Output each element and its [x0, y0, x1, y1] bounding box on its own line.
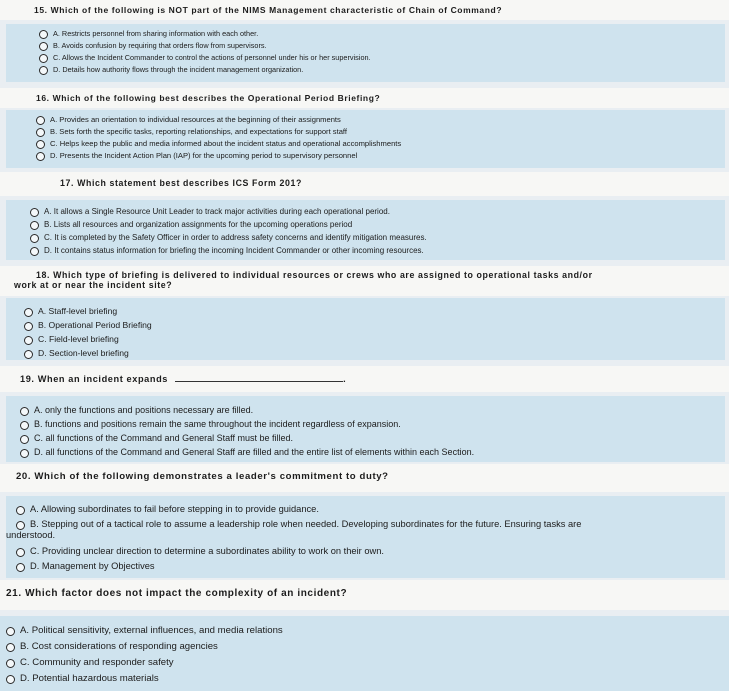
option-18a-label: A. Staff-level briefing — [38, 306, 118, 316]
option-16c-label: C. Helps keep the public and media informed about the incident status and operational accomplishments — [50, 139, 402, 148]
question-18-options — [6, 298, 725, 360]
option-19b-label: B. functions and positions remain the same throughout the incident regardless of expansion. — [34, 419, 401, 429]
option-21b-label: B. Cost considerations of responding agencies — [20, 641, 218, 652]
option-16b-label: B. Sets forth the specific tasks, reporting relationships, and expectations for support staff — [50, 127, 348, 136]
radio-18a[interactable] — [24, 308, 33, 317]
question-20-title: 20. Which of the following demonstrates a leader's commitment to duty? — [16, 471, 389, 482]
radio-16d[interactable] — [36, 152, 45, 161]
radio-15d[interactable] — [39, 66, 48, 75]
radio-18b[interactable] — [24, 322, 33, 331]
option-20b-label-line2: understood. — [6, 530, 56, 540]
radio-18c[interactable] — [24, 336, 33, 345]
option-21c-label: C. Community and responder safety — [20, 657, 174, 668]
option-15c-label: C. Allows the Incident Commander to control the actions of personnel under his or her supervision. — [53, 53, 371, 62]
option-19a-label: A. only the functions and positions necessary are filled. — [34, 405, 254, 415]
question-19-title-text: 19. When an incident expands — [20, 374, 169, 384]
question-21-options — [0, 616, 729, 691]
option-16a-label: A. Provides an orientation to individual resources at the beginning of their assignments — [50, 115, 341, 124]
question-17-title-bar — [0, 172, 729, 196]
question-19-title-end: . — [343, 374, 347, 384]
radio-16a[interactable] — [36, 116, 45, 125]
radio-15c[interactable] — [39, 54, 48, 63]
radio-17c[interactable] — [30, 234, 39, 243]
radio-21a[interactable] — [6, 627, 15, 636]
radio-17b[interactable] — [30, 221, 39, 230]
question-19-options — [6, 396, 725, 462]
option-15d-label: D. Details how authority flows through the incident management organization. — [53, 65, 304, 74]
question-15-title-bar — [0, 0, 729, 20]
question-18-title-line1: 18. Which type of briefing is delivered to individual resources or crews who are assigned to operational tasks and/or — [36, 270, 593, 280]
radio-16c[interactable] — [36, 140, 45, 149]
option-20a-label: A. Allowing subordinates to fail before stepping in to provide guidance. — [30, 504, 319, 514]
radio-19a[interactable] — [20, 407, 29, 416]
question-15-options — [6, 24, 725, 82]
option-17d-label: D. It contains status information for briefing the incoming Incident Commander or other incoming resources. — [44, 246, 424, 255]
radio-16b[interactable] — [36, 128, 45, 137]
option-20b-label: B. Stepping out of a tactical role to assume a leadership role when needed. Developing subordinates for the future. Ensuring tasks are — [30, 519, 582, 529]
question-15 — [0, 0, 729, 90]
radio-15a[interactable] — [39, 30, 48, 39]
question-16 — [0, 88, 729, 174]
question-20-title-bar — [0, 464, 729, 492]
radio-17a[interactable] — [30, 208, 39, 217]
question-16-title: 16. Which of the following best describes the Operational Period Briefing? — [36, 93, 381, 103]
question-17-title: 17. Which statement best describes ICS Form 201? — [60, 178, 302, 188]
question-20-options — [6, 496, 725, 578]
question-18 — [0, 266, 729, 366]
question-19 — [0, 366, 729, 466]
option-20d-label: D. Management by Objectives — [30, 561, 155, 571]
radio-17d[interactable] — [30, 247, 39, 256]
question-19-title — [20, 372, 346, 384]
question-20 — [0, 464, 729, 582]
question-18-title-bar — [0, 266, 729, 296]
question-21-title-bar — [0, 580, 729, 610]
radio-20b[interactable] — [16, 521, 25, 530]
option-20c-label: C. Providing unclear direction to determine a subordinates ability to work on their own. — [30, 546, 384, 556]
option-21a-label: A. Political sensitivity, external influences, and media relations — [20, 625, 283, 636]
option-17c-label: C. It is completed by the Safety Officer in order to address safety concerns and identify mitigation measures. — [44, 233, 427, 242]
question-17 — [0, 172, 729, 266]
option-18c-label: C. Field-level briefing — [38, 334, 119, 344]
option-17a-label: A. It allows a Single Resource Unit Leader to track major activities during each operational period. — [44, 207, 390, 216]
option-17b-label: B. Lists all resources and organization assignments for the upcoming operations period — [44, 220, 353, 229]
radio-15b[interactable] — [39, 42, 48, 51]
option-21d-label: D. Potential hazardous materials — [20, 673, 159, 684]
question-21-title: 21. Which factor does not impact the complexity of an incident? — [6, 588, 348, 599]
radio-21b[interactable] — [6, 643, 15, 652]
option-15b-label: B. Avoids confusion by requiring that orders flow from supervisors. — [53, 41, 267, 50]
option-18d-label: D. Section-level briefing — [38, 348, 129, 358]
question-15-title: 15. Which of the following is NOT part of the NIMS Management characteristic of Chain of Command? — [34, 5, 503, 15]
question-16-title-bar — [0, 88, 729, 108]
question-18-title-line2: work at or near the incident site? — [14, 280, 173, 290]
radio-18d[interactable] — [24, 350, 33, 359]
option-18b-label: B. Operational Period Briefing — [38, 320, 152, 330]
question-17-options — [6, 200, 725, 260]
option-19c-label: C. all functions of the Command and General Staff must be filled. — [34, 433, 293, 443]
radio-20d[interactable] — [16, 563, 25, 572]
radio-20a[interactable] — [16, 506, 25, 515]
question-16-options — [6, 110, 725, 168]
radio-21c[interactable] — [6, 659, 15, 668]
radio-19d[interactable] — [20, 449, 29, 458]
question-19-title-bar — [0, 366, 729, 392]
option-19d-label: D. all functions of the Command and General Staff are filled and the entire list of elements within each Section. — [34, 447, 475, 457]
radio-21d[interactable] — [6, 675, 15, 684]
option-15a-label: A. Restricts personnel from sharing information with each other. — [53, 29, 259, 38]
radio-19c[interactable] — [20, 435, 29, 444]
question-21 — [0, 580, 729, 691]
radio-20c[interactable] — [16, 548, 25, 557]
radio-19b[interactable] — [20, 421, 29, 430]
question-19-blank — [175, 372, 343, 382]
option-16d-label: D. Presents the Incident Action Plan (IAP) for the upcoming period to supervisory personnel — [50, 151, 358, 160]
